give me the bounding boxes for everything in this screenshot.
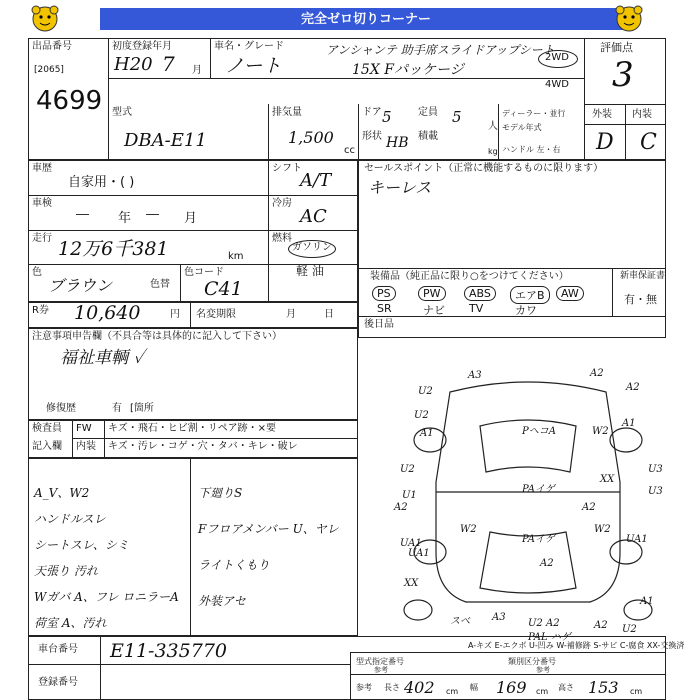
color-label: 色 xyxy=(32,267,42,278)
length-value: 402 xyxy=(404,678,435,697)
caution-value: 福祉車輌 ✓ xyxy=(60,348,145,368)
damage-mark: A3 xyxy=(468,370,482,381)
first-reg-month: 7 xyxy=(162,52,175,76)
damage-mark: U3 xyxy=(648,486,663,497)
damage-mark: U3 xyxy=(648,464,663,475)
damage-mark: UA1 xyxy=(626,534,648,545)
damage-mark: XX xyxy=(404,578,419,589)
note-line: Wガバ A、フレ ロニラーA xyxy=(34,590,179,604)
car-name: ノート xyxy=(225,55,282,77)
equipment-row2 xyxy=(372,302,608,316)
damage-mark: A2 xyxy=(626,382,640,393)
damage-mark: A1 xyxy=(640,596,654,607)
grade-line2: 15X Fパッケージ xyxy=(352,62,464,78)
ref-label-2: 参考 xyxy=(536,666,550,674)
r-value: 10,640 xyxy=(74,302,141,324)
history-label: 車歴 xyxy=(32,163,52,174)
r-unit: 円 xyxy=(170,309,180,320)
grade-line1: アンシャンテ 助手席スライドアップシート xyxy=(326,43,555,57)
note-line: 荷室 A、汚れ xyxy=(34,616,107,630)
fuel-gas: ガソリン xyxy=(292,242,332,253)
exterior-label: 外装 xyxy=(592,109,612,120)
drive-4wd: 4WD xyxy=(545,79,569,90)
width-label: 幅 xyxy=(470,683,478,692)
banner-title: 完全ゼロ切りコーナー xyxy=(100,8,632,30)
shape-label: 形状 xyxy=(362,131,382,142)
height-unit: cm xyxy=(630,687,643,696)
dealer-label: ディーラー・並行 xyxy=(502,109,566,118)
aircon-value: AC xyxy=(300,206,327,227)
damage-mark: U2 xyxy=(418,386,433,397)
sales-points-label: セールスポイント（正常に機能するものに限ります） xyxy=(364,163,604,174)
lot-number: 4699 xyxy=(36,86,103,116)
note-line: 天張り 汚れ xyxy=(34,564,98,578)
damage-mark: PAイゲ xyxy=(522,534,555,545)
capacity: 5 xyxy=(452,108,462,126)
damage-mark: A1 xyxy=(420,428,434,439)
interior-entry-label: 内装 xyxy=(76,441,96,452)
interior-grade: C xyxy=(640,130,657,155)
displacement-unit: cc xyxy=(344,145,355,156)
exterior-grade: D xyxy=(596,130,614,155)
chassis-label: 車台番号 xyxy=(38,644,78,655)
damage-mark: W2 xyxy=(592,426,609,437)
equipment-item: ABS xyxy=(464,286,496,301)
warranty-value: 有・無 xyxy=(624,293,657,306)
score-label: 評価点 xyxy=(600,41,633,54)
first-reg-month-unit: 月 xyxy=(192,65,202,76)
repair-place: [箇所 xyxy=(130,403,154,414)
name-change-month: 月 xyxy=(286,309,296,320)
shift-value: A/T xyxy=(300,170,332,191)
damage-mark: A2 xyxy=(594,620,608,631)
damage-mark: PヘコA xyxy=(522,426,556,437)
equipment-item: エアB xyxy=(510,286,550,304)
damage-mark: A2 xyxy=(540,558,554,569)
damage-mark: スベ xyxy=(450,616,470,627)
ref-label-3: 参考 xyxy=(356,683,372,692)
later-label: 後日品 xyxy=(364,319,394,330)
score: 3 xyxy=(612,55,634,95)
mascot-icon xyxy=(28,4,62,34)
width-unit: cm xyxy=(536,687,549,696)
equipment-label: 装備品（純正品に限り○をつけてください） xyxy=(370,271,569,282)
length-label: 長さ xyxy=(384,683,400,692)
model-label: 型式 xyxy=(112,107,132,118)
aircon-label: 冷房 xyxy=(272,198,292,209)
damage-mark: A1 xyxy=(622,418,636,429)
inspection-month: 月 xyxy=(184,211,198,226)
capacity-label: 定員 xyxy=(418,107,438,118)
doors-label: ドア xyxy=(362,107,382,118)
inspection-label: 車検 xyxy=(32,198,52,209)
doors: 5 xyxy=(382,108,392,126)
diagram-legend: A-キズ E-エクボ U-凹み W-補修跡 S-サビ C-腐食 XX-交換済 xyxy=(468,641,685,650)
caution-label: 注意事項申告欄（不具合等は具体的に記入して下さい） xyxy=(32,331,282,342)
note-line: A_V、W2 xyxy=(34,486,90,500)
car-diagram-svg xyxy=(390,362,666,636)
sales-points-value: キーレス xyxy=(368,178,432,197)
mileage-label: 走行 xyxy=(32,233,52,244)
load-unit: kg xyxy=(488,147,498,156)
color-value: ブラウン xyxy=(48,276,113,295)
fuel-label: 燃料 xyxy=(272,233,292,244)
damage-mark: PAイゲ xyxy=(522,484,555,495)
model: DBA-E11 xyxy=(124,130,207,151)
r-label: R券 xyxy=(32,305,49,316)
damage-mark: W2 xyxy=(594,524,611,535)
equipment-item: カワ xyxy=(515,304,537,317)
color-code: C41 xyxy=(204,278,243,300)
mileage-unit: km xyxy=(228,251,244,262)
class-label: 類別区分番号 xyxy=(508,657,556,666)
lot-code: [2065] xyxy=(34,65,64,75)
damage-mark: A3 xyxy=(492,612,506,623)
height-value: 153 xyxy=(588,678,619,697)
warranty-label: 新車保証書 xyxy=(620,271,666,281)
damage-mark: U2 xyxy=(400,464,415,475)
shape: HB xyxy=(386,135,409,151)
chassis-value: E11-335770 xyxy=(110,640,227,662)
displacement-label: 排気量 xyxy=(272,107,302,118)
equipment-item: SR xyxy=(377,302,392,315)
note-line: シートスレ、シミ xyxy=(34,538,129,552)
handle-label: ハンドル 左・右 xyxy=(502,145,561,154)
note-line: 下廻りS xyxy=(198,486,243,500)
displacement: 1,500 xyxy=(288,128,334,147)
damage-mark: U1 xyxy=(402,490,417,501)
damage-mark: PAL ハゲ xyxy=(528,632,571,643)
damage-mark: U2 xyxy=(622,624,637,635)
capacity-unit: 人 xyxy=(488,121,498,132)
inspector-label: 検査員 xyxy=(32,423,62,434)
history-value: 自家用・( ) xyxy=(68,175,135,190)
ref-label-1: 参考 xyxy=(374,666,388,674)
lot-label: 出品番号 xyxy=(32,41,72,52)
drive-2wd: 2WD xyxy=(545,52,569,63)
note-line: ハンドルスレ xyxy=(34,512,106,526)
shift-label: シフト xyxy=(272,163,302,174)
interior-label: 内装 xyxy=(632,109,652,120)
entry-label: 記入欄 xyxy=(32,441,62,452)
inspection-year: 年 xyxy=(118,211,132,226)
damage-mark: U2 A2 xyxy=(528,618,560,629)
fuel-diesel: 軽 油 xyxy=(296,264,324,278)
damage-mark: XX xyxy=(600,474,615,485)
color-replace-label: 色替 xyxy=(150,279,170,290)
note-line: Fフロアメンバー U、ヤレ xyxy=(198,522,339,536)
height-label: 高さ xyxy=(558,683,574,692)
equipment-item: PW xyxy=(418,286,446,301)
damage-mark: A2 xyxy=(582,502,596,513)
damage-mark: A2 xyxy=(590,368,604,379)
name-change-day: 日 xyxy=(324,309,334,320)
equipment-item: AW xyxy=(556,286,584,301)
repair-label: 修復歴 xyxy=(46,403,76,414)
first-reg-era: H20 xyxy=(114,54,153,75)
fw-label: FW xyxy=(76,423,92,434)
car-diagram xyxy=(390,362,666,643)
damage-mark: W2 xyxy=(460,524,477,535)
damage-mark: U2 xyxy=(414,410,429,421)
equipment-row1 xyxy=(372,286,608,300)
name-grade-label: 車名・グレード xyxy=(214,41,284,52)
load-label: 積載 xyxy=(418,131,438,142)
repair-has: 有 xyxy=(112,403,122,414)
first-reg-label: 初度登録年月 xyxy=(112,41,172,52)
mascot-icon xyxy=(612,4,646,34)
equipment-item: ナビ xyxy=(423,304,445,317)
fw-items: キズ・飛石・ヒビ割・リペア跡・×要 xyxy=(108,423,276,434)
color-code-label: 色コード xyxy=(184,267,224,278)
reg-label: 登録番号 xyxy=(38,677,78,688)
interior-items: キズ・汚レ・コゲ・穴・タバ・キレ・破レ xyxy=(108,441,298,452)
note-line: 外装アセ xyxy=(198,594,246,608)
width-value: 169 xyxy=(496,678,527,697)
damage-mark: A2 xyxy=(394,502,408,513)
name-change-label: 名変期限 xyxy=(196,309,236,320)
model-cert-label: 型式指定番号 xyxy=(356,657,404,666)
equipment-item: TV xyxy=(469,302,484,315)
equipment-item: PS xyxy=(372,286,396,301)
note-line: ライトくもり xyxy=(198,558,270,572)
mileage-value: 12万6千381 xyxy=(58,238,169,260)
damage-mark: UA1 xyxy=(408,548,430,559)
length-unit: cm xyxy=(446,687,459,696)
model-year-label: モデル年式 xyxy=(502,123,542,132)
damage-mark: UA1 xyxy=(400,538,422,549)
